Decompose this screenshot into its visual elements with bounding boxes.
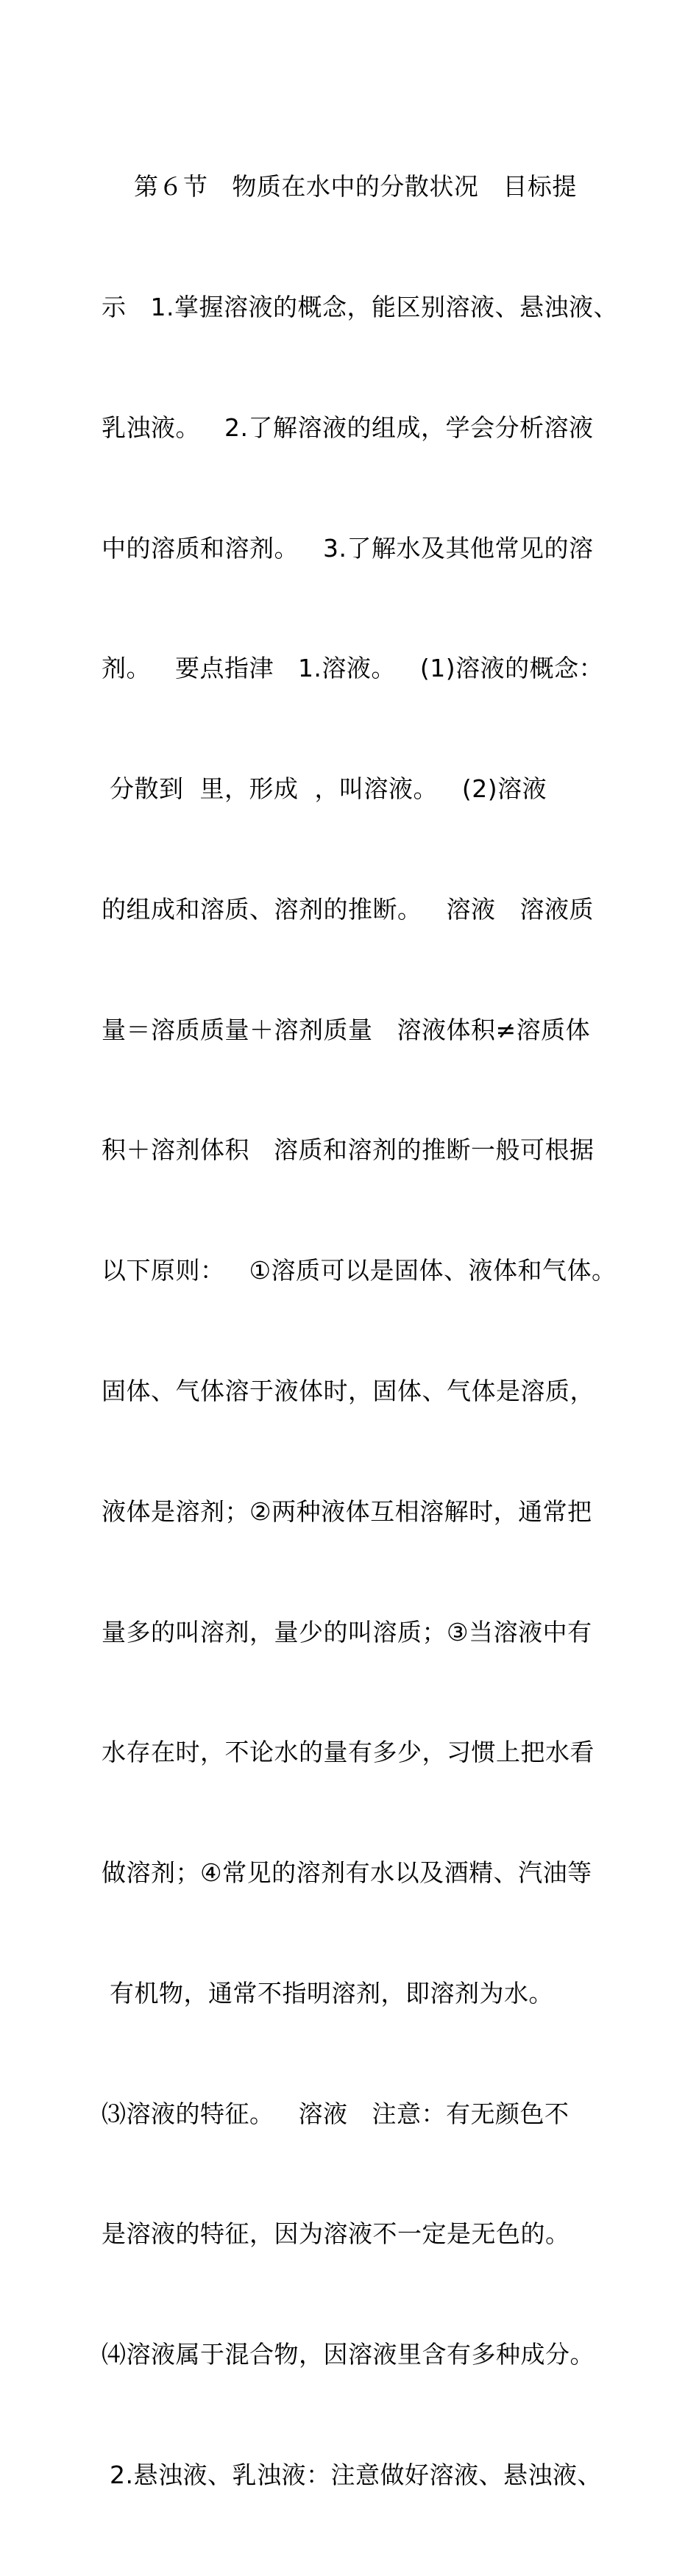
text-line: 量＝溶质质量＋溶剂质量 溶液体积≠溶质体	[102, 1015, 591, 1044]
text-line: 量多的叫溶剂，量少的叫溶质；③当溶液中有	[102, 1617, 592, 1646]
text-line: 做溶剂；④常见的溶剂有水以及酒精、汽油等	[102, 1858, 592, 1888]
text-line: ⑶溶液的特征。 溶液 注意：有无颜色不	[102, 2099, 570, 2128]
text-line: 固体、气体溶于液体时，固体、气体是溶质，	[102, 1377, 595, 1405]
text-line: 中的溶质和溶剂。 3.了解水及其他常见的溶	[102, 533, 594, 563]
text-line: 积＋溶剂体积 溶质和溶剂的推断一般可根据	[102, 1135, 595, 1165]
text-line: 第６节 物质在水中的分散状况 目标提	[102, 172, 577, 201]
text-line: 水存在时，不论水的量有多少，习惯上把水看	[102, 1738, 595, 1767]
text-line: 有机物，通常不指明溶剂，即溶剂为水。	[102, 1978, 553, 2008]
text-line: 2.悬浊液、乳浊液：注意做好溶液、悬浊液、	[102, 2461, 602, 2490]
text-line: 乳浊液。 2.了解溶液的组成，学会分析溶液	[102, 413, 594, 442]
text-line: 分散到 里，形成 ，叫溶液。 (2)溶液	[102, 774, 547, 804]
text-line: 剂。 要点指津 1.溶液。 (1)溶液的概念：	[102, 654, 604, 683]
text-line: 示 1.掌握溶液的概念，能区别溶液、悬浊液、	[102, 292, 618, 321]
text-line: 是溶液的特征，因为溶液不一定是无色的。	[102, 2219, 570, 2249]
document-body	[102, 87, 617, 2576]
text-line: ⑷溶液属于混合物，因溶液里含有多种成分。	[102, 2340, 595, 2369]
text-line: 的组成和溶质、溶剂的推断。 溶液 溶液质	[102, 894, 594, 924]
text-line: 以下原则： ①溶质可以是固体、液体和气体。	[102, 1256, 617, 1285]
text-line: 液体是溶剂；②两种液体互相溶解时，通常把	[102, 1496, 592, 1526]
